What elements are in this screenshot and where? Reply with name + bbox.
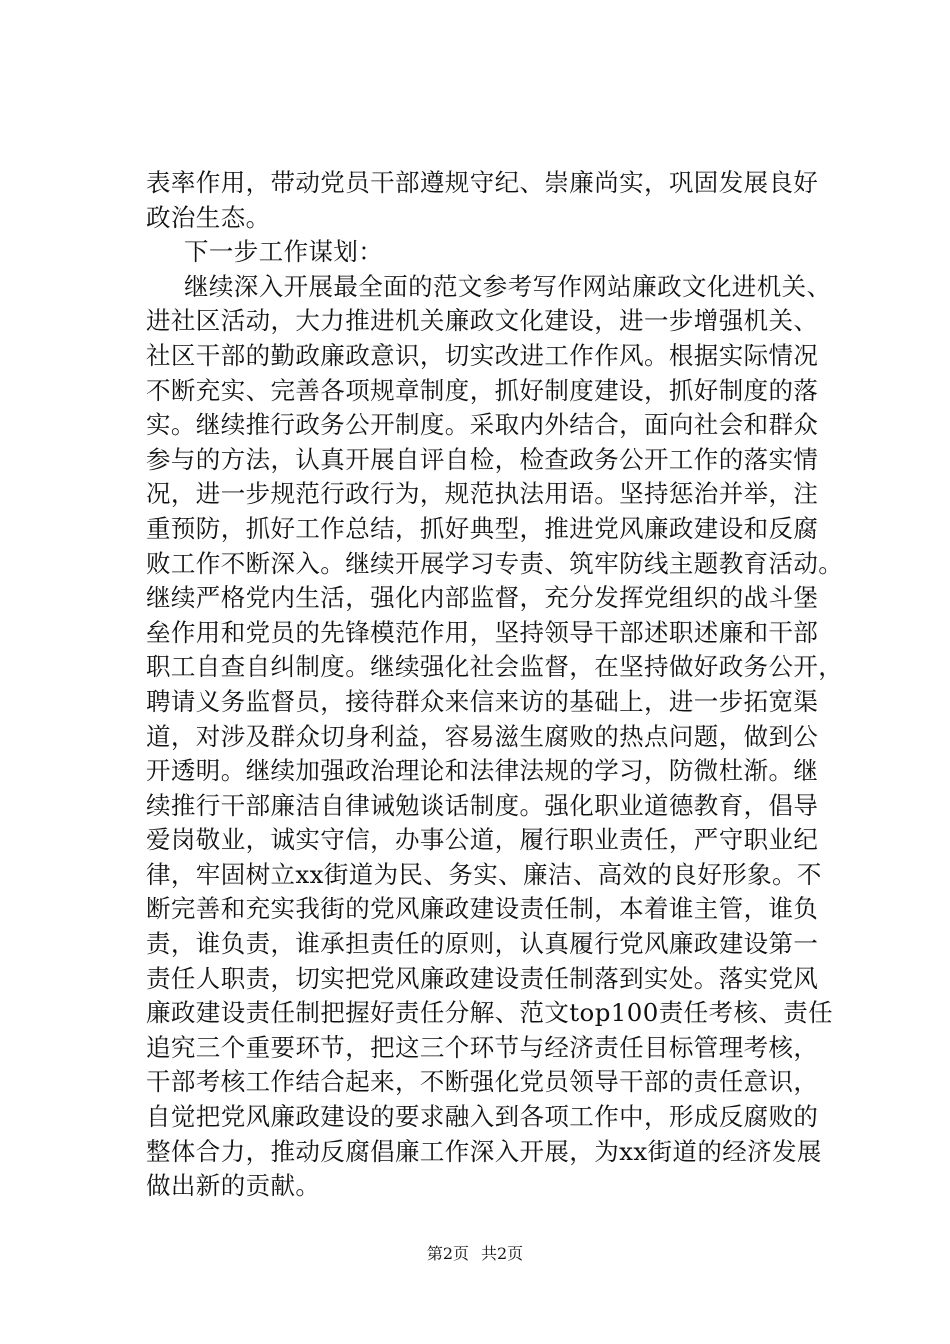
section-heading: 下一步工作谋划： [184,237,384,267]
text-line: 败工作不断深入。继续开展学习专责、筑牢防线主题教育活动。 [146,548,844,578]
text-line: 社区干部的勤政廉政意识，切实改进工作作风。根据实际情况 [146,340,819,370]
text-line: 政治生态。 [146,202,271,232]
text-line: 续推行干部廉洁自律诫勉谈话制度。强化职业道德教育，倡导 [146,790,819,820]
text-line: 责，谁负责，谁承担责任的原则，认真履行党风廉政建设第一 [146,929,819,959]
text-line: 责任人职责，切实把党风廉政建设责任制落到实处。落实党风 [146,963,819,993]
page-footer [0,1243,950,1265]
text-line: 实。继续推行政务公开制度。采取内外结合，面向社会和群众 [146,410,819,440]
text-line: 职工自查自纠制度。继续强化社会监督，在坚持做好政务公开， [146,652,844,682]
text-line: 不断充实、完善各项规章制度，抓好制度建设，抓好制度的落 [146,375,819,405]
text-line: 爱岗敬业，诚实守信，办事公道，履行职业责任，严守职业纪 [146,825,819,855]
text-line: 干部考核工作结合起来，不断强化党员领导干部的责任意识， [146,1067,819,1097]
text-line: 聘请义务监督员，接待群众来信来访的基础上，进一步拓宽渠 [146,686,819,716]
text-line: 进社区活动，大力推进机关廉政文化建设，进一步增强机关、 [146,306,819,336]
text-line: 整体合力，推动反腐倡廉工作深入开展，为xx街道的经济发展 [146,1136,822,1166]
text-line: 律，牢固树立xx街道为民、务实、廉洁、高效的良好形象。不 [146,859,822,889]
text-line: 垒作用和党员的先锋模范作用，坚持领导干部述职述廉和干部 [146,617,819,647]
text-line: 参与的方法，认真开展自评自检，检查政务公开工作的落实情 [146,444,819,474]
text-line: 道，对涉及群众切身利益，容易滋生腐败的热点问题，做到公 [146,721,819,751]
text-line: 况，进一步规范行政行为，规范执法用语。坚持惩治并举，注 [146,479,819,509]
text-line: 做出新的贡献。 [146,1171,321,1201]
text-line: 重预防，抓好工作总结，抓好典型，推进党风廉政建设和反腐 [146,513,819,543]
text-line: 继续深入开展最全面的范文参考写作网站廉政文化进机关、 [184,271,832,301]
text-line: 表率作用，带动党员干部遵规守纪、崇廉尚实，巩固发展良好 [146,168,819,197]
text-line: 断完善和充实我街的党风廉政建设责任制，本着谁主管，谁负 [146,894,819,924]
text-line: 继续严格党内生活，强化内部监督，充分发挥党组织的战斗堡 [146,583,819,613]
text-line: 廉政建设责任制把握好责任分解、范文top100责任考核、责任 [146,998,834,1028]
body-text [146,166,846,1204]
text-line: 追究三个重要环节，把这三个环节与经济责任目标管理考核， [146,1032,819,1062]
page-number-total: 共2页 [481,1244,524,1263]
page-number-current: 第2页 [426,1244,469,1263]
text-line: 自觉把党风廉政建设的要求融入到各项工作中，形成反腐败的 [146,1102,819,1132]
text-line: 开透明。继续加强政治理论和法律法规的学习，防微杜渐。继 [146,756,819,786]
